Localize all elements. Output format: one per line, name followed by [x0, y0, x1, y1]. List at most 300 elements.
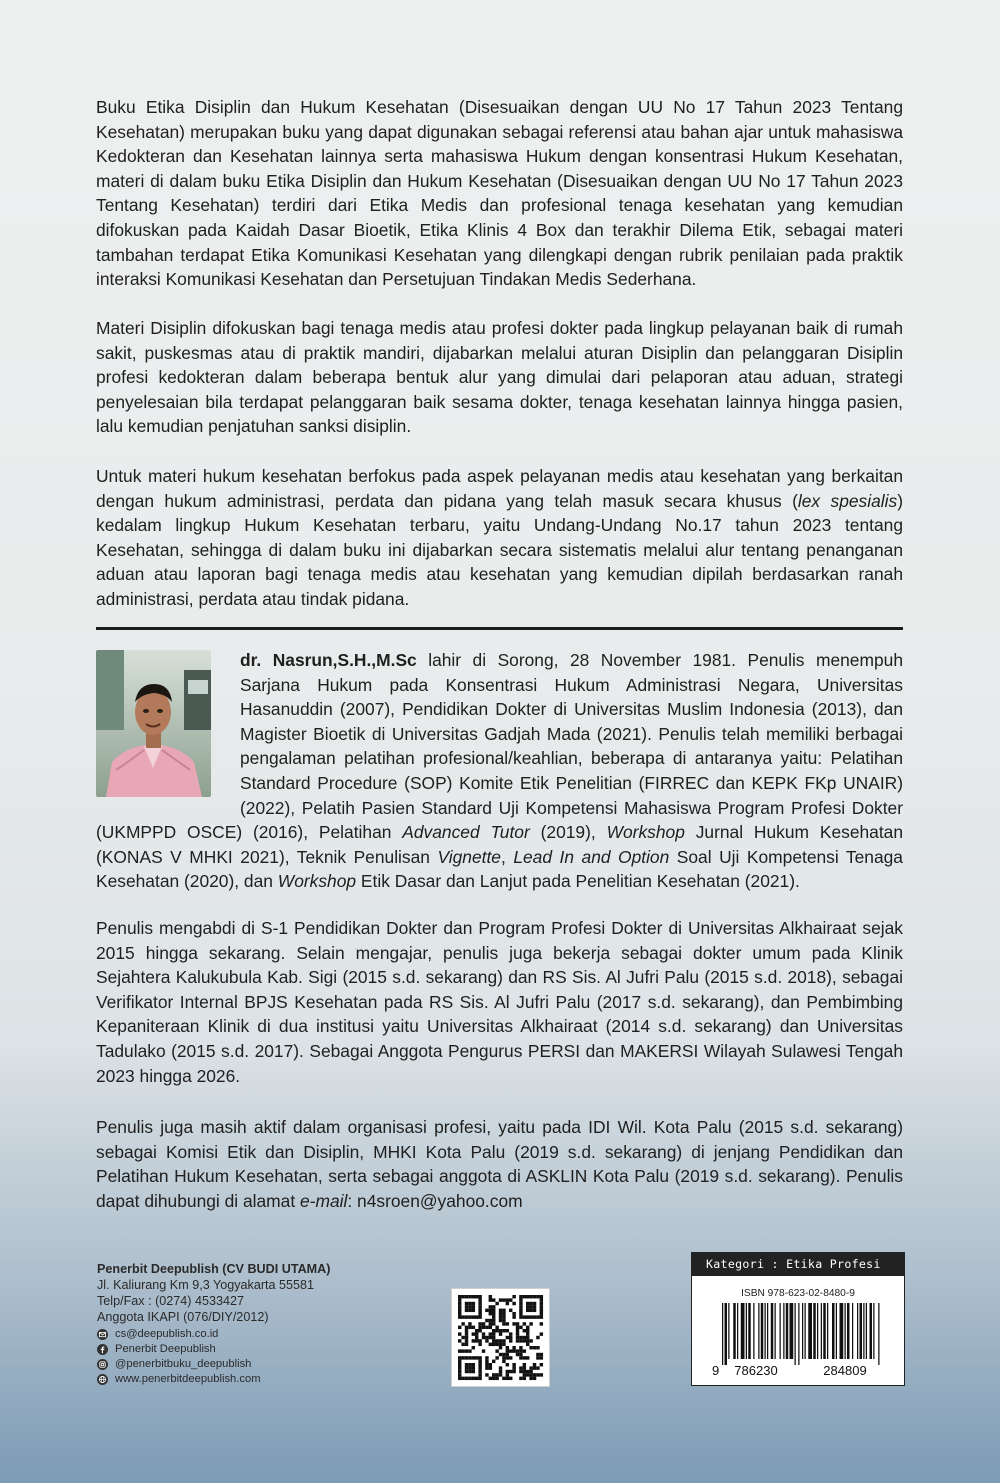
qr-module [465, 1332, 468, 1335]
qr-module [519, 1305, 522, 1308]
qr-module [465, 1356, 468, 1359]
category-label: Kategori : Etika Profesi [692, 1253, 904, 1276]
qr-module [478, 1302, 481, 1305]
qr-module [506, 1302, 509, 1305]
barcode-bar [795, 1303, 796, 1365]
contact-instagram[interactable] [97, 1357, 330, 1372]
author-bio-italic: Workshop [277, 871, 357, 892]
qr-module [492, 1336, 495, 1339]
barcode-bar [780, 1303, 781, 1359]
qr-module [526, 1302, 529, 1305]
qr-module [499, 1312, 502, 1315]
qr-module [523, 1315, 526, 1318]
qr-module [499, 1298, 502, 1301]
qr-module [526, 1315, 529, 1318]
qr-module [526, 1309, 529, 1312]
qr-module [485, 1366, 488, 1369]
qr-module [506, 1353, 509, 1356]
publisher-name: Penerbit Deepublish (CV BUDI UTAMA) [97, 1262, 331, 1276]
qr-module [489, 1377, 492, 1380]
qr-module [540, 1312, 543, 1315]
qr-module [495, 1343, 498, 1346]
qr-module [492, 1298, 495, 1301]
qr-module [495, 1302, 498, 1305]
qr-module [489, 1298, 492, 1301]
qr-module [529, 1370, 532, 1373]
qr-module [468, 1309, 471, 1312]
qr-module [526, 1305, 529, 1308]
qr-module [536, 1353, 539, 1356]
contact-website[interactable] [97, 1372, 330, 1387]
qr-module [489, 1295, 492, 1298]
qr-module [478, 1377, 481, 1380]
qr-module [509, 1349, 512, 1352]
qr-module [533, 1366, 536, 1369]
author-bio-text: lahir di Sorong, 28 November 1981. Penulis menempuh Sarjana Hukum pada Konsentrasi Hukum Administrasi Negara, Universitas Hasanuddin (2007), Pendidikan Dokter di Universitas Muslim Indonesia (2013), dan Magister Bioetik di Universitas Gadjah Mada (2021). Penulis telah memiliki berbagai pengalaman pelatihan profesional/keahlian, beberapa di antaranya yaitu: Pelatihan Standard Procedure (SOP) Komite Etik Penelitian (FIRREC dan KEPK FKp UNAIR) (2022), Pelatih Pasien Standard Uji Kompetensi Mahasiswa Program Profesi Dokter (UKMPPD OSCE) (2016), Pelatihan [96, 650, 903, 843]
qr-module [472, 1309, 475, 1312]
barcode-graphic [708, 1303, 888, 1379]
barcode-bar [748, 1303, 751, 1359]
qr-module [519, 1298, 522, 1301]
qr-module [540, 1315, 543, 1318]
barcode-bar [870, 1303, 873, 1359]
qr-module [461, 1349, 464, 1352]
qr-module [489, 1366, 492, 1369]
barcode-bar [771, 1303, 774, 1359]
barcode-bar [783, 1303, 784, 1359]
qr-module [502, 1315, 505, 1318]
qr-module [529, 1339, 532, 1342]
qr-module [506, 1356, 509, 1359]
qr-module [499, 1339, 502, 1342]
qr-module [519, 1326, 522, 1329]
qr-module [519, 1370, 522, 1373]
barcode-bar [798, 1303, 799, 1365]
qr-module [472, 1332, 475, 1335]
qr-module [465, 1305, 468, 1308]
barcode-bar [725, 1303, 728, 1365]
contact-email-text: cs@deepublish.co.id [115, 1328, 219, 1340]
qr-module [465, 1309, 468, 1312]
barcode-bar [860, 1303, 863, 1359]
qr-module [509, 1356, 512, 1359]
qr-module [499, 1366, 502, 1369]
qr-module [533, 1363, 536, 1366]
qr-module [478, 1315, 481, 1318]
qr-module [472, 1366, 475, 1369]
qr-module [526, 1373, 529, 1376]
barcode-bar [753, 1303, 754, 1359]
qr-module [478, 1309, 481, 1312]
qr-module [472, 1302, 475, 1305]
qr-module [489, 1322, 492, 1325]
qr-module [492, 1305, 495, 1308]
qr-module [478, 1322, 481, 1325]
qr-module [489, 1319, 492, 1322]
qr-module [472, 1315, 475, 1318]
barcode-bar [765, 1303, 766, 1359]
qr-module [492, 1343, 495, 1346]
qr-module [523, 1370, 526, 1373]
qr-module [472, 1377, 475, 1380]
qr-module [516, 1336, 519, 1339]
qr-module [512, 1346, 515, 1349]
contact-facebook-text: Penerbit Deepublish [115, 1343, 216, 1355]
qr-module [509, 1370, 512, 1373]
qr-module [502, 1298, 505, 1301]
qr-module [478, 1312, 481, 1315]
qr-module [509, 1309, 512, 1312]
barcode-bar [873, 1303, 874, 1359]
qr-module [478, 1295, 481, 1298]
qr-module [465, 1336, 468, 1339]
qr-module [519, 1346, 522, 1349]
summary-paragraph-3 [96, 464, 903, 612]
qr-module [475, 1329, 478, 1332]
qr-module [458, 1366, 461, 1369]
qr-module [523, 1363, 526, 1366]
qr-module [540, 1356, 543, 1359]
barcode-digit-first: 9 [712, 1363, 720, 1378]
qr-module [475, 1295, 478, 1298]
author-career-paragraph: Penulis mengabdi di S-1 Pendidikan Dokter dan Program Profesi Dokter di Universitas Alkhairaat sejak 2015 hingga sekarang. Selain mengajar, penulis juga bekerja sebagai dokter umum pada Klinik Sejahtera Kalukubula Kab. Sigi (2015 s.d. sekarang) dan RS Sis. Al Jufri Palu (2015 s.d. 2018), sebagai Verifikator Internal BPJS Kesehatan pada RS Sis. Al Jufri Palu (2017 s.d. sekarang), dan Pembimbing Kepaniteraan Klinik di dua institusi yaitu Universitas Alkhairaat (2014 s.d. sekarang) dan Universitas Tadulako (2015 s.d. 2017). Sebagai Anggota Pengurus PERSI dan MAKERSI Wilayah Sulawesi Tengah 2023 hingga 2026. [96, 918, 903, 1086]
qr-module [492, 1309, 495, 1312]
qr-module [489, 1332, 492, 1335]
summary-paragraph-1: Buku Etika Disiplin dan Hukum Kesehatan (Disesuaikan dengan UU No 17 Tahun 2023 Tentang Kesehatan) merupakan buku yang dapat digunakan sebagai referensi atau bahan ajar untuk mahasiswa Kedokteran dan Kesehatan lainnya serta mahasiswa Hukum dengan konsentrasi Hukum Kesehatan, materi di dalam buku Etika Disiplin dan Hukum Kesehatan (Disesuaikan dengan UU No 17 Tahun 2023 Tentang Kesehatan) terdiri dari Etika Medis dan profesional tenaga kesehatan yang kemudian difokuskan pada Kaidah Dasar Bioetik, Etika Klinis 4 Box dan terakhir Dilema Etik, sebagai materi tambahan terdapat Etika Komunikasi Kesehatan yang dilengkapi dengan rubrik penilaian pada praktik interaksi Komunikasi Kesehatan dan Persetujuan Tindakan Medis Sederhana. [96, 97, 903, 290]
qr-module [533, 1377, 536, 1380]
qr-module [499, 1346, 502, 1349]
qr-module [492, 1322, 495, 1325]
qr-module [540, 1363, 543, 1366]
qr-module [465, 1315, 468, 1318]
qr-module [506, 1373, 509, 1376]
qr-module [468, 1326, 471, 1329]
qr-module [516, 1353, 519, 1356]
qr-module [478, 1305, 481, 1308]
barcode-bar [786, 1303, 789, 1359]
qr-module [516, 1329, 519, 1332]
qr-module [540, 1373, 543, 1376]
qr-module [485, 1319, 488, 1322]
qr-module [485, 1360, 488, 1363]
qr-module [533, 1309, 536, 1312]
author-bio-text: Soal Uji Kompetensi Tenaga Kesehatan (2020), dan [96, 846, 903, 892]
qr-module [533, 1295, 536, 1298]
qr-module [526, 1332, 529, 1335]
qr-module [468, 1370, 471, 1373]
summary-italic-term: lex spesialis [797, 490, 898, 511]
qr-module [458, 1332, 461, 1335]
contact-facebook[interactable] [97, 1342, 330, 1357]
qr-module [458, 1302, 461, 1305]
qr-module [512, 1370, 515, 1373]
qr-module [458, 1373, 461, 1376]
author-bio-text: Etik Dasar dan Lanjut pada Penelitian Kesehatan (2021). [356, 871, 800, 892]
barcode-bar [761, 1303, 764, 1359]
qr-module [495, 1329, 498, 1332]
barcode-bar [817, 1303, 818, 1359]
barcode-bar [857, 1303, 858, 1359]
barcode-bar [852, 1303, 853, 1359]
qr-module [475, 1336, 478, 1339]
qr-module [458, 1312, 461, 1315]
qr-module [540, 1302, 543, 1305]
qr-module [458, 1339, 461, 1342]
qr-module [519, 1353, 522, 1356]
barcode-bar [728, 1303, 729, 1359]
barcode-bar [813, 1303, 816, 1359]
qr-module [499, 1315, 502, 1318]
qr-module [516, 1339, 519, 1342]
qr-module [468, 1322, 471, 1325]
qr-module [472, 1295, 475, 1298]
qr-module [489, 1305, 492, 1308]
qr-module [478, 1326, 481, 1329]
qr-module [523, 1377, 526, 1380]
qr-module [519, 1336, 522, 1339]
qr-module [482, 1332, 485, 1335]
qr-module [475, 1332, 478, 1335]
qr-module [475, 1339, 478, 1342]
qr-module [502, 1353, 505, 1356]
qr-module [468, 1363, 471, 1366]
qr-module [478, 1373, 481, 1376]
author-bio-italic: Lead In and Option [513, 846, 670, 867]
qr-module [458, 1315, 461, 1318]
qr-module [485, 1336, 488, 1339]
qr-module [458, 1370, 461, 1373]
qr-module [519, 1302, 522, 1305]
qr-module [499, 1370, 502, 1373]
qr-module [529, 1295, 532, 1298]
barcode-bar [741, 1303, 745, 1359]
qr-module [512, 1295, 515, 1298]
barcode-bar [790, 1303, 794, 1359]
isbn-number: ISBN 978-623-02-8480-9 [741, 1288, 855, 1299]
qr-module [529, 1309, 532, 1312]
contact-website-text: www.penerbitdeepublish.com [115, 1373, 261, 1385]
qr-module [512, 1366, 515, 1369]
author-bio-text: (2019), [529, 822, 607, 843]
isbn-barcode-panel [691, 1252, 905, 1386]
qr-module [536, 1373, 539, 1376]
qr-module [492, 1360, 495, 1363]
qr-module [465, 1377, 468, 1380]
qr-module [512, 1363, 515, 1366]
barcode-digits-right: 284809 [823, 1363, 867, 1378]
qr-module [529, 1315, 532, 1318]
qr-module [499, 1343, 502, 1346]
qr-module [465, 1329, 468, 1332]
qr-module [458, 1363, 461, 1366]
qr-module [512, 1315, 515, 1318]
qr-module [489, 1343, 492, 1346]
qr-module [506, 1329, 509, 1332]
qr-module [523, 1339, 526, 1342]
qr-module [536, 1295, 539, 1298]
qr-code-pattern [452, 1289, 549, 1386]
qr-module [519, 1356, 522, 1359]
barcode-bar [802, 1303, 803, 1359]
publisher-contacts [97, 1327, 330, 1387]
qr-module [516, 1322, 519, 1325]
qr-module [468, 1377, 471, 1380]
qr-module [502, 1356, 505, 1359]
globe-icon [97, 1374, 108, 1385]
barcode-bar [722, 1303, 723, 1365]
publisher-info [97, 1261, 330, 1387]
qr-module [526, 1370, 529, 1373]
qr-module [512, 1349, 515, 1352]
qr-module [502, 1360, 505, 1363]
summary-text: ) kedalam lingkup Hukum Kesehatan terbaru, yaitu Undang-Undang No.17 tahun 2023 tentang Kesehatan, sehingga di dalam buku ini dijabarkan secara sistematis melalui alur tentang penanganan aduan atau laporan bagi tenaga medis atau kesehatan yang kemudian dipilah berdasarkan ranah administrasi, perdata atau tindak pidana. [96, 490, 903, 609]
qr-module [529, 1302, 532, 1305]
qr-module [478, 1363, 481, 1366]
qr-module [506, 1349, 509, 1352]
qr-module [492, 1315, 495, 1318]
summary-text: Untuk materi hukum kesehatan berfokus pada aspek pelayanan medis atau kesehatan yang berkaitan dengan hukum administrasi, perdata dan pidana yang telah masuk secara khusus ( [96, 466, 903, 511]
qr-module [523, 1322, 526, 1325]
qr-module [489, 1363, 492, 1366]
qr-module [506, 1336, 509, 1339]
qr-module [478, 1329, 481, 1332]
qr-module [468, 1356, 471, 1359]
publisher-phone: Telp/Fax : (0274) 4533427 [97, 1294, 245, 1308]
author-organization-paragraph [96, 1115, 903, 1213]
qr-module [536, 1346, 539, 1349]
qr-module [523, 1356, 526, 1359]
qr-module [472, 1305, 475, 1308]
qr-module [485, 1326, 488, 1329]
qr-module [482, 1322, 485, 1325]
qr-module [492, 1377, 495, 1380]
qr-module [502, 1319, 505, 1322]
qr-module [465, 1366, 468, 1369]
qr-module [502, 1329, 505, 1332]
qr-module [540, 1309, 543, 1312]
qr-module [523, 1373, 526, 1376]
barcode-bar [845, 1303, 846, 1359]
qr-module [540, 1332, 543, 1335]
qr-module [523, 1329, 526, 1332]
qr-module [461, 1356, 464, 1359]
qr-module [540, 1322, 543, 1325]
qr-module [478, 1366, 481, 1369]
qr-module [485, 1339, 488, 1342]
qr-module [475, 1315, 478, 1318]
qr-module [526, 1329, 529, 1332]
qr-module [465, 1326, 468, 1329]
barcode-bar [737, 1303, 738, 1359]
qr-module [468, 1305, 471, 1308]
barcode-bar [805, 1303, 806, 1359]
qr-module [516, 1326, 519, 1329]
qr-module [478, 1356, 481, 1359]
qr-module [458, 1360, 461, 1363]
qr-module [492, 1329, 495, 1332]
qr-module [533, 1305, 536, 1308]
qr-module [536, 1336, 539, 1339]
qr-module [519, 1339, 522, 1342]
qr-module [506, 1363, 509, 1366]
qr-module [526, 1295, 529, 1298]
qr-module [529, 1305, 532, 1308]
barcode-bar [840, 1303, 844, 1359]
qr-code[interactable] [451, 1288, 550, 1387]
instagram-icon [97, 1359, 108, 1370]
qr-module [478, 1298, 481, 1301]
qr-module [458, 1349, 461, 1352]
qr-module [485, 1373, 488, 1376]
qr-module [472, 1363, 475, 1366]
qr-module [458, 1295, 461, 1298]
qr-module [516, 1349, 519, 1352]
barcode-bar [823, 1303, 826, 1359]
qr-module [536, 1356, 539, 1359]
qr-module [495, 1373, 498, 1376]
qr-module [492, 1319, 495, 1322]
qr-module [536, 1315, 539, 1318]
qr-module [495, 1339, 498, 1342]
section-divider [96, 627, 903, 630]
qr-module [512, 1312, 515, 1315]
contact-instagram-text: @penerbitbuku_deepublish [115, 1358, 252, 1370]
qr-module [509, 1339, 512, 1342]
qr-module [509, 1377, 512, 1380]
qr-module [499, 1329, 502, 1332]
qr-module [489, 1336, 492, 1339]
publisher-address: Jl. Kaliurang Km 9,3 Yogyakarta 55581 [97, 1278, 315, 1292]
qr-module [509, 1336, 512, 1339]
author-bio-text: , [500, 846, 514, 867]
qr-module [465, 1343, 468, 1346]
author-bio-italic: Workshop [606, 822, 685, 843]
qr-module [465, 1339, 468, 1342]
qr-module [529, 1322, 532, 1325]
qr-module [495, 1356, 498, 1359]
qr-module [499, 1332, 502, 1335]
qr-module [465, 1363, 468, 1366]
barcode-bar [767, 1303, 768, 1359]
qr-module [533, 1315, 536, 1318]
qr-module [472, 1346, 475, 1349]
qr-module [523, 1295, 526, 1298]
qr-module [468, 1295, 471, 1298]
qr-module [533, 1373, 536, 1376]
qr-module [506, 1298, 509, 1301]
qr-module [458, 1298, 461, 1301]
author-bio-italic: Vignette [437, 846, 501, 867]
contact-email[interactable] [97, 1327, 330, 1342]
qr-module [519, 1312, 522, 1315]
qr-module [540, 1298, 543, 1301]
facebook-icon [97, 1344, 108, 1355]
qr-module [502, 1309, 505, 1312]
qr-module [502, 1339, 505, 1342]
qr-module [523, 1336, 526, 1339]
qr-module [478, 1360, 481, 1363]
qr-module [499, 1373, 502, 1376]
qr-module [485, 1309, 488, 1312]
qr-module [523, 1366, 526, 1369]
qr-module [468, 1349, 471, 1352]
qr-module [540, 1305, 543, 1308]
qr-module [461, 1336, 464, 1339]
qr-module [465, 1370, 468, 1373]
qr-module [502, 1343, 505, 1346]
barcode-bar [847, 1303, 850, 1359]
qr-module [523, 1349, 526, 1352]
